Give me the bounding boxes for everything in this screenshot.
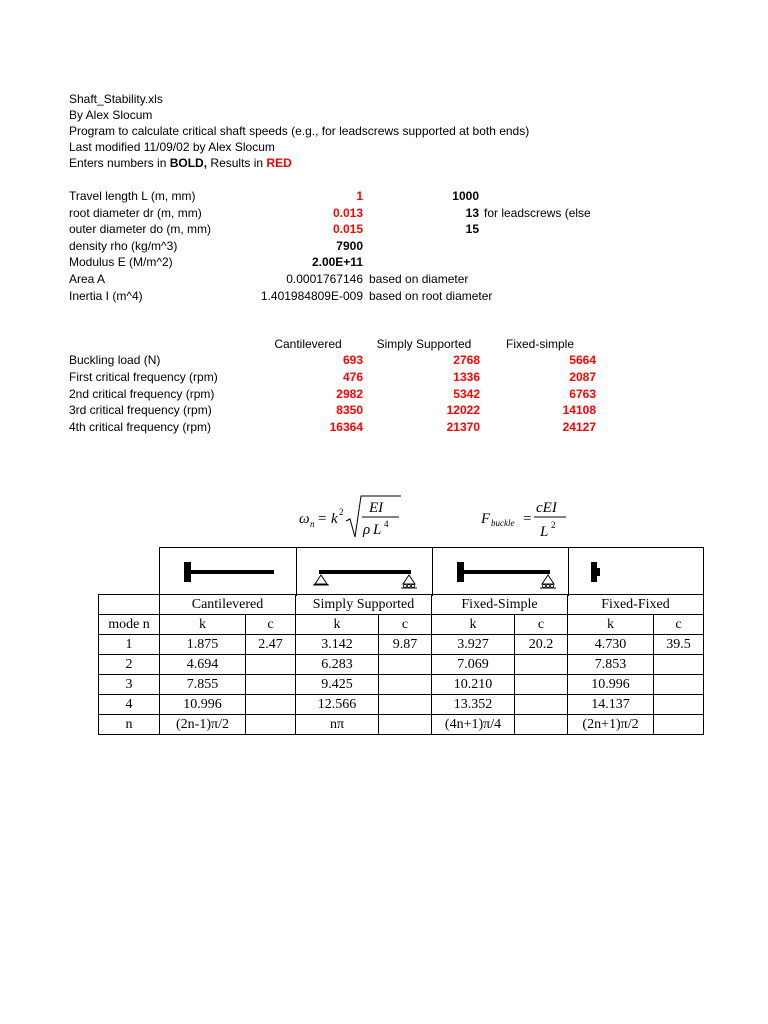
- table-subheader-row: [99, 615, 704, 635]
- table-cell: [246, 695, 296, 715]
- table-row: [99, 655, 704, 675]
- result-value: 2982: [336, 387, 363, 401]
- input-label: Modulus E (M/m^2): [69, 255, 173, 269]
- legend-bold: BOLD,: [169, 156, 208, 170]
- table-cell: 2.47: [246, 635, 296, 655]
- table-cell: 7.855: [160, 675, 246, 695]
- result-value: 24127: [562, 420, 596, 434]
- description: Program to calculate critical shaft speeds (e.g., for leadscrews supported at both ends): [69, 124, 530, 138]
- results-row-label: Buckling load (N): [69, 353, 161, 367]
- table-cell: [654, 715, 704, 735]
- input-value-m[interactable]: 2.00E+11: [311, 255, 363, 269]
- result-value: 14108: [562, 403, 596, 417]
- table-cell: 9.87: [379, 635, 432, 655]
- result-value: 2087: [569, 370, 596, 384]
- result-value: 1336: [453, 370, 480, 384]
- modes-table: [98, 594, 704, 735]
- mode-label: mode n: [99, 615, 160, 635]
- table-cell: [515, 715, 568, 735]
- table-col-header: Fixed-Fixed: [568, 595, 704, 615]
- table-cell: [515, 675, 568, 695]
- table-row: [99, 695, 704, 715]
- table-row: [99, 635, 704, 655]
- input-label: outer diameter do (m, mm): [69, 222, 212, 236]
- k-label: k: [568, 615, 654, 635]
- table-cell: [246, 675, 296, 695]
- svg-text:=: =: [523, 511, 532, 527]
- table-cell: 4.730: [568, 635, 654, 655]
- svg-text:=: =: [318, 511, 327, 527]
- table-cell: [246, 715, 296, 735]
- result-value: 2768: [453, 353, 480, 367]
- table-cell: [379, 715, 432, 735]
- l-exponent: 2: [551, 520, 556, 530]
- legend-mid: Results in: [207, 156, 267, 170]
- table-cell: [246, 655, 296, 675]
- table-col-header: Fixed-Simple: [432, 595, 568, 615]
- simply-supported-beam-icon: [297, 548, 432, 596]
- input-value-mm[interactable]: 1000: [452, 189, 479, 203]
- table-cell: 9.425: [296, 675, 379, 695]
- input-value-m[interactable]: 0.015: [332, 222, 363, 236]
- rho-symbol: ρ: [363, 522, 371, 538]
- input-value-m[interactable]: 0.013: [332, 206, 363, 220]
- critical-speed-formula: [295, 490, 405, 542]
- l-symbol: L: [540, 524, 549, 540]
- results-row-label: 3rd critical frequency (rpm): [69, 403, 212, 417]
- result-value: 6763: [569, 387, 596, 401]
- table-cell: [654, 695, 704, 715]
- mode-number: 2: [99, 655, 160, 675]
- table-cell: 10.996: [568, 675, 654, 695]
- buckle-subscript: buckle: [491, 518, 515, 528]
- table-corner-cell: [99, 595, 160, 615]
- f-symbol: F: [481, 511, 491, 527]
- l-exponent: 4: [384, 519, 389, 529]
- c-label: c: [379, 615, 432, 635]
- k-symbol: k: [331, 511, 338, 527]
- input-label: Area A: [69, 272, 106, 286]
- computed-value: 0.0001767146: [286, 272, 363, 286]
- table-cell: 4.694: [160, 655, 246, 675]
- table-cell: 6.283: [296, 655, 379, 675]
- input-value-m[interactable]: 1: [356, 189, 363, 203]
- results-row-label: 2nd critical frequency (rpm): [69, 387, 215, 401]
- table-cell: 14.137: [568, 695, 654, 715]
- k-label: k: [160, 615, 246, 635]
- table-cell: [379, 655, 432, 675]
- author: By Alex Slocum: [69, 108, 153, 122]
- table-cell: [654, 675, 704, 695]
- table-cell: 39.5: [654, 635, 704, 655]
- table-row: [99, 715, 704, 735]
- k-label: k: [432, 615, 515, 635]
- table-cell: nπ: [296, 715, 379, 735]
- input-value-mm[interactable]: 15: [465, 222, 479, 236]
- input-note: based on diameter: [369, 272, 469, 286]
- result-value: 693: [342, 353, 363, 367]
- result-value: 16364: [329, 420, 363, 434]
- table-cell: 3.927: [432, 635, 515, 655]
- result-value: 12022: [446, 403, 480, 417]
- table-col-header: Simply Supported: [296, 595, 432, 615]
- modified-note: Last modified 11/09/02 by Alex Slocum: [69, 140, 275, 154]
- ei-numerator: EI: [369, 500, 384, 516]
- table-cell: 13.352: [432, 695, 515, 715]
- omega-subscript: n: [310, 519, 315, 529]
- table-cell: (2n+1)π/2: [568, 715, 654, 735]
- results-col-header: Fixed-simple: [505, 337, 574, 351]
- c-label: c: [246, 615, 296, 635]
- table-cell: 10.210: [432, 675, 515, 695]
- fixed-simple-beam-icon: [433, 548, 568, 596]
- results-col-header: Simply Supported: [376, 337, 472, 351]
- c-label: c: [654, 615, 704, 635]
- table-cell: [654, 655, 704, 675]
- result-value: 5664: [569, 353, 596, 367]
- result-value: 476: [342, 370, 363, 384]
- table-cell: [379, 695, 432, 715]
- result-value: 5342: [453, 387, 480, 401]
- table-cell: [515, 655, 568, 675]
- buckling-formula: [478, 494, 574, 542]
- table-cell: 1.875: [160, 635, 246, 655]
- table-cell: 10.996: [160, 695, 246, 715]
- result-value: 21370: [446, 420, 480, 434]
- table-cell: 20.2: [515, 635, 568, 655]
- table-cell: [515, 695, 568, 715]
- legend-prefix: Enters numbers in: [69, 156, 170, 170]
- mode-number: 1: [99, 635, 160, 655]
- diagram-row: [159, 547, 704, 595]
- input-note: for leadscrews (else: [484, 206, 591, 220]
- input-label: root diameter dr (m, mm): [69, 206, 202, 220]
- table-cell: (2n-1)π/2: [160, 715, 246, 735]
- mode-number: n: [99, 715, 160, 735]
- result-value: 8350: [336, 403, 363, 417]
- c-label: c: [515, 615, 568, 635]
- table-cell: 7.069: [432, 655, 515, 675]
- k-label: k: [296, 615, 379, 635]
- input-label: Travel length L (m, mm): [69, 189, 196, 203]
- table-cell: 12.566: [296, 695, 379, 715]
- input-value-mm[interactable]: 13: [465, 206, 479, 220]
- results-row-label: First critical frequency (rpm): [69, 370, 218, 384]
- mode-number: 4: [99, 695, 160, 715]
- fixed-fixed-beam-icon: [569, 548, 704, 596]
- table-cell: [379, 675, 432, 695]
- table-cell: 3.142: [296, 635, 379, 655]
- results-col-header: Cantilevered: [274, 337, 342, 351]
- legend-line: [69, 156, 292, 170]
- results-row-label: 4th critical frequency (rpm): [69, 420, 212, 434]
- mode-number: 3: [99, 675, 160, 695]
- table-header-row: [99, 595, 704, 615]
- input-label: density rho (kg/m^3): [69, 239, 178, 253]
- table-col-header: Cantilevered: [160, 595, 296, 615]
- legend-red: RED: [266, 156, 292, 170]
- computed-value: 1.401984809E-009: [260, 289, 363, 303]
- cei-numerator: cEI: [536, 500, 557, 516]
- cantilevered-beam-icon: [160, 548, 296, 596]
- table-cell: (4n+1)π/4: [432, 715, 515, 735]
- table-row: [99, 675, 704, 695]
- k-exponent: 2: [339, 507, 344, 517]
- omega-symbol: ω: [299, 511, 310, 527]
- l-symbol: L: [373, 522, 382, 538]
- input-value-m[interactable]: 7900: [336, 239, 363, 253]
- table-cell: 7.853: [568, 655, 654, 675]
- input-note: based on root diameter: [369, 289, 493, 303]
- file-name: Shaft_Stability.xls: [69, 92, 163, 106]
- input-label: Inertia I (m^4): [69, 289, 143, 303]
